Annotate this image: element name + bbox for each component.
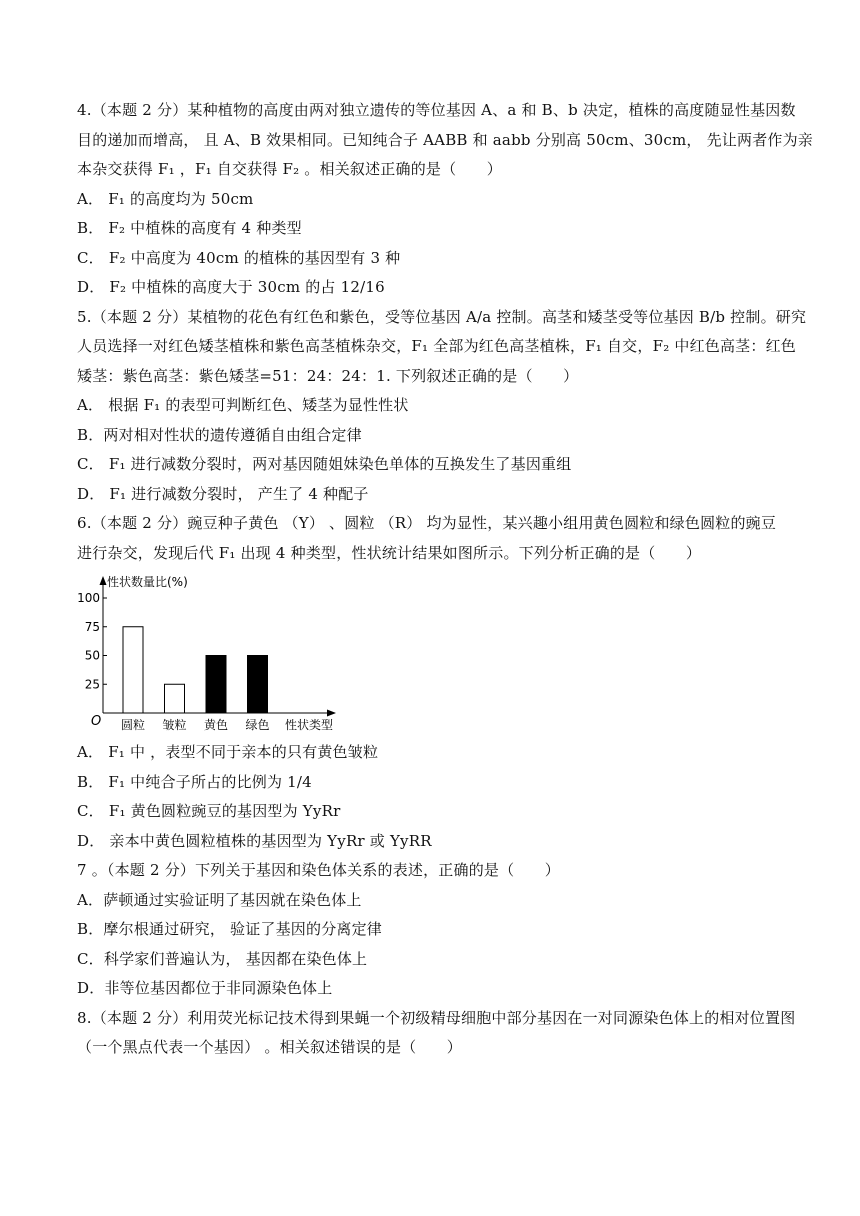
question-8 xyxy=(77,1004,797,1063)
question-4-stem-line-3: 本杂交获得 F₁ ，F₁ 自交获得 F₂ 。相关叙述正确的是（ ） xyxy=(77,160,502,178)
y-tick-label: 50 xyxy=(84,648,100,663)
trait-bar-chart-svg xyxy=(77,568,377,738)
bar-1 xyxy=(123,627,143,713)
origin-label: O xyxy=(91,714,102,729)
x-category-label: 皱粒 xyxy=(162,718,187,732)
question-5-option-c: C． F₁ 进行减数分裂时，两对基因随姐妹染色单体的互换发生了基因重组 xyxy=(77,455,572,473)
question-5-option-a: A． 根据 F₁ 的表型可判断红色、矮茎为显性性状 xyxy=(77,396,409,414)
y-tick-label: 25 xyxy=(84,677,100,692)
question-7-option-c: C．科学家们普遍认为， 基因都在染色体上 xyxy=(77,949,368,968)
question-4-option-d: D． F₂ 中植株的高度大于 30cm 的占 12/16 xyxy=(77,278,385,296)
question-5 xyxy=(77,303,807,510)
question-4 xyxy=(77,96,813,303)
question-6 xyxy=(77,509,797,856)
bar-3 xyxy=(206,656,226,714)
trait-bar-chart xyxy=(77,568,797,738)
question-8-stem-line-2: （一个黑点代表一个基因） 。相关叙述错误的是（ ） xyxy=(77,1038,462,1056)
y-tick-label: 100 xyxy=(77,591,100,605)
question-6-stem-line-2: 进行杂交，发现后代 F₁ 出现 4 种类型，性状统计结果如图所示。下列分析正确的是（ ） xyxy=(77,543,702,562)
question-8-stem-line-1: 8.（本题 2 分）利用荧光标记技术得到果蝇一个初级精母细胞中部分基因在一对同源染色体上的相对位置图 xyxy=(77,1008,796,1027)
question-7-option-b: B．摩尔根通过研究， 验证了基因的分离定律 xyxy=(77,920,382,938)
question-5-stem-line-3: 矮茎：紫色高茎：紫色矮茎=51：24：24：1. 下列叙述正确的是（ ） xyxy=(77,366,579,385)
y-axis-label: 性状数量比(%) xyxy=(107,575,188,589)
question-7-stem-line-1: 7 。（本题 2 分）下列关于基因和染色体关系的表述，正确的是（ ） xyxy=(77,861,560,879)
question-6-stem-line-1: 6.（本题 2 分）豌豆种子黄色 （Y） 、圆粒 （R） 均为显性，某兴趣小组用黄色圆粒和绿色圆粒的豌豆 xyxy=(77,514,777,532)
question-4-option-c: C． F₂ 中高度为 40cm 的植株的基因型有 3 种 xyxy=(77,248,401,267)
question-6-option-a: A． F₁ 中 ，表型不同于亲本的只有黄色皱粒 xyxy=(77,743,379,761)
question-5-stem-line-2: 人员选择一对红色矮茎植株和紫色高茎植株杂交，F₁ 全部为红色高茎植株，F₁ 自交，F₂ 中红色高茎：红色 xyxy=(77,337,796,355)
x-axis-arrow xyxy=(327,710,336,717)
question-4-option-a: A． F₁ 的高度均为 50cm xyxy=(77,189,254,208)
question-4-stem-line-1: 4.（本题 2 分）某种植物的高度由两对独立遗传的等位基因 A、a 和 B、b 决定，植株的高度随显性基因数 xyxy=(77,101,796,119)
question-5-stem-line-1: 5.（本题 2 分）某植物的花色有红色和紫色，受等位基因 A/a 控制。高茎和矮茎受等位基因 B/b 控制。研究 xyxy=(77,307,807,326)
question-4-stem-line-2: 目的递加而增高， 且 A、B 效果相同。已知纯合子 AABB 和 aabb 分别高 50cm、30cm， 先让两者作为亲 xyxy=(77,130,813,149)
y-axis-arrow xyxy=(100,576,107,585)
x-category-label: 绿色 xyxy=(245,718,270,732)
question-6-option-d: D． 亲本中黄色圆粒植株的基因型为 YyRr 或 YyRR xyxy=(77,831,432,850)
question-7 xyxy=(77,856,797,1004)
question-6-option-b: B． F₁ 中纯合子所占的比例为 1/4 xyxy=(77,772,312,791)
x-category-label: 黄色 xyxy=(203,718,229,732)
x-category-label: 圆粒 xyxy=(120,718,146,732)
bar-4 xyxy=(248,656,268,714)
question-6-option-c: C． F₁ 黄色圆粒豌豆的基因型为 YyRr xyxy=(77,802,341,820)
question-7-option-d: D．非等位基因都位于非同源染色体上 xyxy=(77,979,333,997)
bar-2 xyxy=(165,684,185,713)
exam-page xyxy=(77,96,813,1063)
y-tick-label: 75 xyxy=(84,619,100,634)
x-axis-label: 性状类型 xyxy=(285,718,334,732)
question-5-option-d: D． F₁ 进行减数分裂时， 产生了 4 种配子 xyxy=(77,484,369,503)
question-4-option-b: B． F₂ 中植株的高度有 4 种类型 xyxy=(77,219,302,237)
question-7-option-a: A．萨顿通过实验证明了基因就在染色体上 xyxy=(77,890,362,909)
question-5-option-b: B．两对相对性状的遗传遵循自由组合定律 xyxy=(77,425,362,444)
